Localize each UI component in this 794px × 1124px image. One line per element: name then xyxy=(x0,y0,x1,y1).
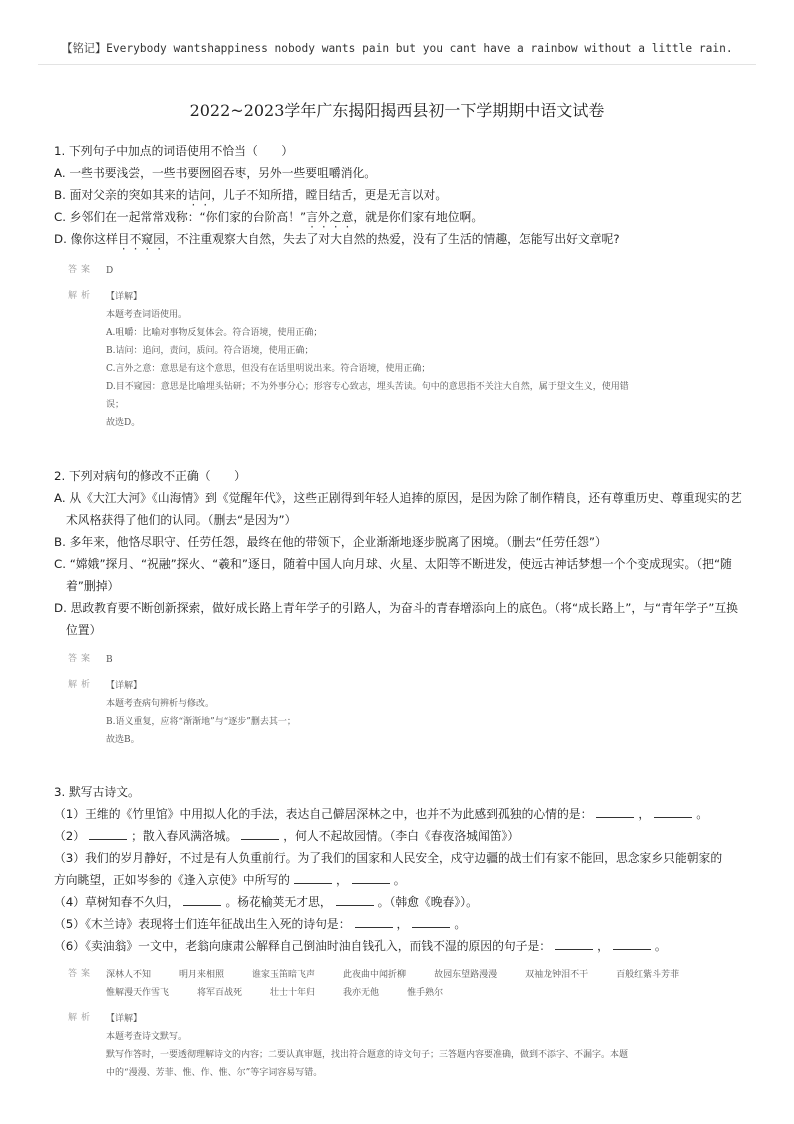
analysis-line: 默写作答时，一要透彻理解诗文的内容；二要认真审题，找出符合题意的诗文句子；三答题内容要准确，做到不添字、不漏字。本题 xyxy=(106,1050,629,1060)
answer-blank[interactable] xyxy=(241,827,279,840)
analysis-line: 【详解】 xyxy=(106,681,143,691)
fill-item-3: （3）我们的岁月静好，不过是有人负重前行。为了我们的国家和人民安全，戍守边疆的战士们有家不能回，思念家乡只能朝家的 xyxy=(54,851,723,865)
fill-item-4 xyxy=(54,891,754,913)
answer-blank[interactable] xyxy=(654,805,692,818)
item-text: ， xyxy=(638,807,651,821)
answer-line: 明月来相照 xyxy=(179,970,225,980)
emphasis-char: 不 xyxy=(129,232,142,246)
question-1 xyxy=(54,140,744,250)
item-text: 。 xyxy=(393,873,406,887)
page-title: 2022~2023学年广东揭阳揭西县初一下学期期中语文试卷 xyxy=(189,101,605,120)
analysis-line: 故选B。 xyxy=(106,735,140,745)
option-b xyxy=(54,184,744,206)
analysis-line: 误； xyxy=(106,400,125,410)
option-text: ，不注重观察大自然，失去了对大自然的热爱，没有了生活的情趣，怎能写出好文章呢? xyxy=(165,232,620,246)
answer-blank[interactable] xyxy=(336,893,374,906)
analysis-body xyxy=(106,677,726,749)
emphasis-char: 窥 xyxy=(141,232,154,246)
item-text: （4）草树知春不久归， xyxy=(54,895,180,909)
analysis-label: 解析 xyxy=(68,291,95,301)
answer-blank[interactable] xyxy=(352,871,390,884)
analysis-line: D.目不窥园：意思是比喻埋头钻研；不为外事分心；形容专心致志，埋头苦读。句中的意思指不关注大自然，属于望文生义，使用错 xyxy=(106,382,629,392)
answer-line: 此夜曲中闻折柳 xyxy=(343,970,407,980)
answer-value: D xyxy=(106,266,114,276)
analysis-line: 故选D。 xyxy=(106,418,141,428)
emphasis-char: 目 xyxy=(117,232,130,246)
analysis-line: B.语义重复，应将“渐渐地”与“逐步”删去其一； xyxy=(106,717,296,727)
item-text: ，何人不起故园情。（李白《春夜洛城闻笛》） xyxy=(283,829,520,843)
option-c xyxy=(54,206,744,228)
answer-line: 壮士十年归 xyxy=(270,988,316,998)
item-text: 。 xyxy=(654,939,667,953)
item-text: （6）《卖油翁》一文中，老翁向康肃公解释自己倒油时油自钱孔入，而钱不湿的原因的句子是： xyxy=(54,939,552,953)
item-text: 方向眺望，正如岑参的《逢入京使》中所写的 xyxy=(54,873,290,887)
option-d xyxy=(54,228,744,250)
question-stem: 3. 默写古诗文。 xyxy=(54,785,140,799)
answer-value: B xyxy=(106,655,113,665)
answer-blank[interactable] xyxy=(183,893,221,906)
answer-line: 惟手熟尔 xyxy=(407,988,444,998)
item-text: ， xyxy=(335,873,348,887)
answer-blank[interactable] xyxy=(555,937,593,950)
analysis-line: 【详解】 xyxy=(106,292,143,302)
emphasis-char: 诘 xyxy=(187,188,200,202)
analysis-label: 解析 xyxy=(68,680,95,690)
header-divider xyxy=(38,64,756,65)
answer-label: 答案 xyxy=(68,654,95,664)
analysis-label: 解析 xyxy=(68,1013,95,1023)
item-text: 。 xyxy=(696,807,708,821)
fill-item-5 xyxy=(54,913,754,935)
motto-banner: 【铭记】Everybody wantshappiness nobody wants pain but you cant have a rainbow without a little rain. xyxy=(61,42,733,55)
analysis-line: 本题考查词语使用。 xyxy=(106,310,188,320)
answer-label: 答案 xyxy=(68,265,95,275)
option-b: B. 多年来，他恪尽职守、任劳任怨，最终在他的带领下，企业渐渐地逐步脱离了困境。（删去“任劳任怨”） xyxy=(54,535,607,549)
answer-blank[interactable] xyxy=(89,827,127,840)
answer-blank[interactable] xyxy=(355,915,393,928)
answer-line: 将军百战死 xyxy=(197,988,243,998)
option-a: A. 一些书要浅尝，一些书要囫囵吞枣，另外一些要咀嚼消化。 xyxy=(54,166,377,180)
analysis-line: A.咀嚼：比喻对事物反复体会。符合语境，使用正确； xyxy=(106,328,323,338)
question-2 xyxy=(54,465,744,641)
answer-list xyxy=(76,966,688,1002)
answer-blank[interactable] xyxy=(613,937,651,950)
item-text: 。杨花榆荚无才思， xyxy=(225,895,332,909)
emphasis-char: 园 xyxy=(153,232,166,246)
analysis-line: C.言外之意：意思是有这个意思，但没有在话里明说出来。符合语境，使用正确； xyxy=(106,364,431,374)
analysis-body xyxy=(106,288,726,432)
emphasis-char: 言 xyxy=(306,210,318,224)
answer-line: 双袖龙钟泪不干 xyxy=(525,970,589,980)
dotted-word xyxy=(188,188,212,202)
emphasis-char: 之 xyxy=(329,210,342,224)
answer-line: 故园东望路漫漫 xyxy=(434,970,498,980)
emphasis-char: 外 xyxy=(317,210,330,224)
analysis-line: 【详解】 xyxy=(106,1014,143,1024)
question-3 xyxy=(54,781,754,957)
fill-item-6 xyxy=(54,935,754,957)
item-text: （5）《木兰诗》表现将士们连年征战出生入死的诗句是： xyxy=(54,917,351,931)
answer-line: 深林人不知 xyxy=(106,970,152,980)
item-text: 。（韩愈《晚春》）。 xyxy=(377,895,478,909)
option-text: B. 面对父亲的突如其来的 xyxy=(54,188,188,202)
dotted-word xyxy=(306,210,353,224)
option-text: D. 像你这样 xyxy=(54,232,118,246)
answer-blank[interactable] xyxy=(596,805,634,818)
item-text: ， xyxy=(597,939,609,953)
item-text: （2） xyxy=(54,829,86,843)
option-d: D. 思政教育要不断创新探索，做好成长路上青年学子的引路人，为奋斗的青春增添向上的底色。（将“成长路上”，与“青年学子”互换位置） xyxy=(54,601,738,637)
option-text: C. 乡邻们在一起常常戏称：“你们家的台阶高！” xyxy=(54,210,307,224)
answer-line: 百般红紫斗芳菲 xyxy=(616,970,680,980)
item-text: ；散入春风满洛城。 xyxy=(131,829,238,843)
item-text: （1）王维的《竹里馆》中用拟人化的手法，表达自己僻居深林之中，也并不为此感到孤独的心情的是： xyxy=(54,807,593,821)
option-text: ，就是你们家有地位啊。 xyxy=(353,210,484,224)
answer-blank[interactable] xyxy=(412,915,450,928)
emphasis-char: 意 xyxy=(341,210,354,224)
answer-line: 惟解漫天作雪飞 xyxy=(106,988,170,998)
analysis-line: 中的“漫漫、芳菲、惟、作、惟、尔”等字词容易写错。 xyxy=(106,1068,323,1078)
fill-item-3-cont xyxy=(54,869,754,891)
answer-value xyxy=(76,966,696,1002)
analysis-line: B.诘问：追问，责问，质问。符合语境，使用正确； xyxy=(106,346,314,356)
item-text: ， xyxy=(396,917,409,931)
analysis-line: 本题考查病句辨析与修改。 xyxy=(106,699,215,709)
question-stem: 1. 下列句子中加点的词语使用不恰当（ ） xyxy=(54,144,294,158)
option-c: C. “嫦娥”探月、“祝融”探火、“羲和”逐日，随着中国人向月球、火星、太阳等不断进发，使远古神话梦想一个个变成现实。（把“随着”删掉） xyxy=(54,557,732,593)
answer-label: 答案 xyxy=(68,969,95,979)
answer-blank[interactable] xyxy=(294,871,332,884)
option-text: ，儿子不知所措，瞠目结舌，更是无言以对。 xyxy=(211,188,448,202)
answer-line: 谁家玉笛暗飞声 xyxy=(252,970,316,980)
emphasis-char: 问 xyxy=(199,188,212,202)
question-stem: 2. 下列对病句的修改不正确（ ） xyxy=(54,469,246,483)
analysis-body xyxy=(106,1010,726,1082)
analysis-line: 本题考查诗文默写。 xyxy=(106,1032,188,1042)
item-text: 。 xyxy=(454,917,467,931)
dotted-word xyxy=(118,232,165,246)
fill-item-1 xyxy=(54,803,754,825)
fill-item-2 xyxy=(54,825,754,847)
option-a: A. 从《大江大河》《山海情》到《觉醒年代》，这些正剧得到年轻人追捧的原因，是因为除了制作精良，还有尊重历史、尊重现实的艺术风格获得了他们的认同。（删去“是因为”） xyxy=(54,491,742,527)
answer-line: 我亦无他 xyxy=(343,988,380,998)
